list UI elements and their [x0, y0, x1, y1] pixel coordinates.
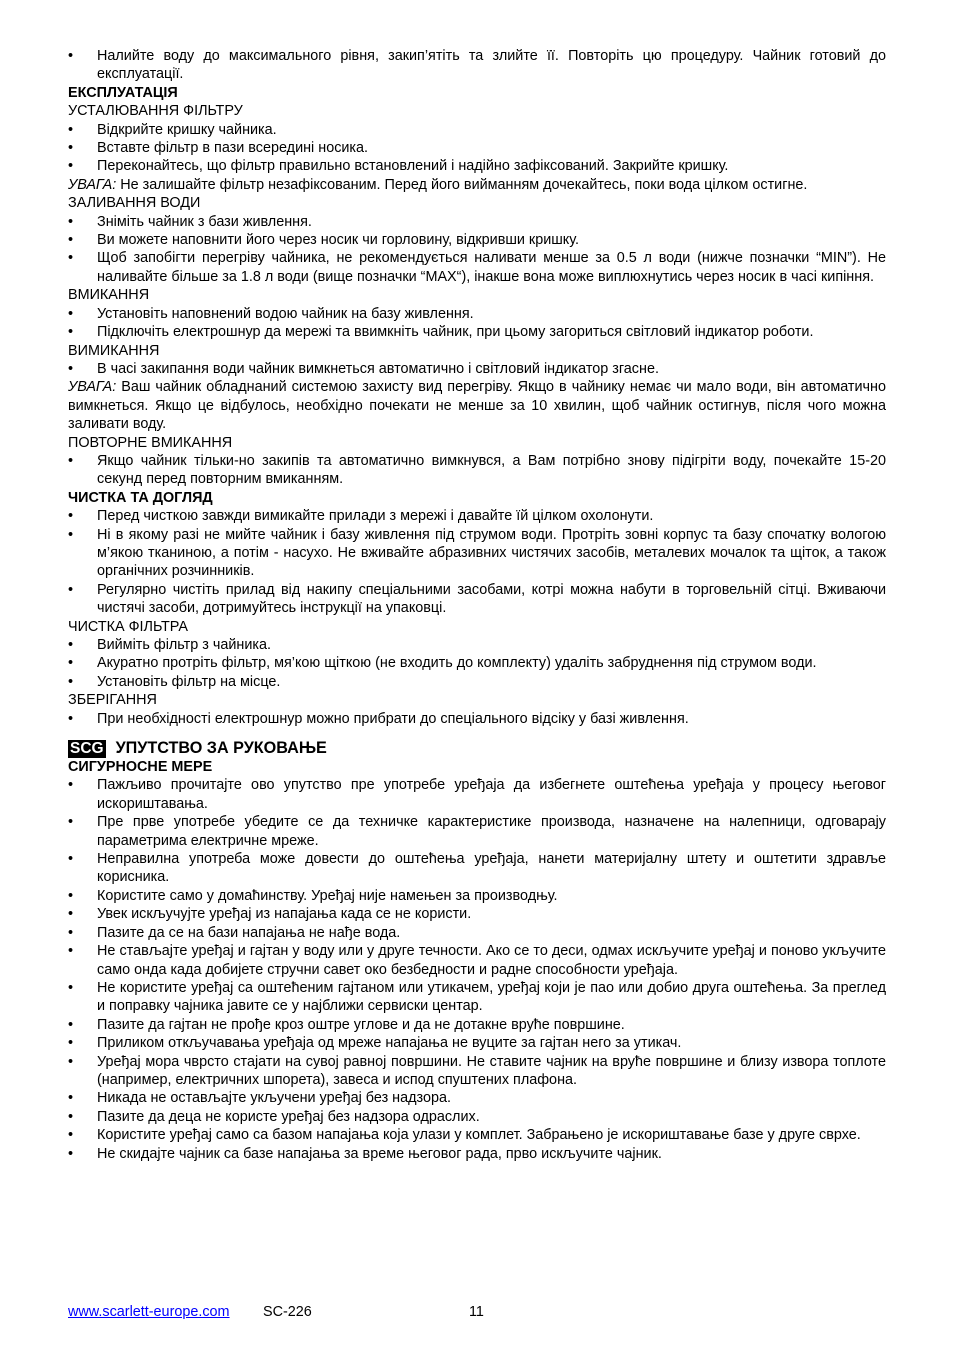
- section-title: УПУТСТВО ЗА РУКОВАЊЕ: [115, 739, 327, 758]
- storage-list: [68, 710, 886, 728]
- list-item: • Установіть наповнений водою чайник на базу живлення.: [68, 305, 886, 323]
- repeat-on-list: [68, 452, 886, 489]
- list-item: • Не скидајте чајник са базе напајања за време његовог рада, прво искључите чајник.: [68, 1145, 886, 1163]
- list-item: • Регулярно чистіть прилад від накипу спеціальними засобами, котрі можна набути в торговельній сітці. Вживаючи чистячі засоби, дотримуйтесь інструкції на упаковці.: [68, 581, 886, 618]
- model-number: SC-226: [263, 1304, 312, 1320]
- subheading-filter-clean: ЧИСТКА ФІЛЬТРА: [68, 618, 189, 635]
- section-heading-safety: СИГУРНОСНЕ МЕРЕ: [68, 759, 213, 776]
- section-heading-cleaning: ЧИСТКА ТА ДОГЛЯД: [68, 489, 213, 506]
- manual-page: [68, 47, 886, 1163]
- list-item: • Пазите да гајтан не прође кроз оштре углове и да не дотакне вруће површине.: [68, 1016, 886, 1034]
- language-section-title: [68, 738, 886, 758]
- subheading-switch-off: ВИМИКАННЯ: [68, 342, 160, 359]
- page-footer: [68, 1303, 886, 1321]
- list-item: • Увек искључујте уређај из напајања када се не користи.: [68, 905, 886, 923]
- list-item: • Щоб запобігти перегріву чайника, не рекомендується наливати менше за 0.5 л води (нижче позначки “MIN”). Не наливайте більше за 1.8 л води (вище позначки “MAX“), інакше вона може виплюхнутись через носик в часі кипіння.: [68, 249, 886, 286]
- page-number: 11: [469, 1304, 484, 1320]
- list-item: • Відкрийте кришку чайника.: [68, 121, 886, 139]
- filter-clean-list: [68, 636, 886, 691]
- subheading-switch-on: ВМИКАННЯ: [68, 287, 150, 304]
- language-badge: SCG: [70, 740, 104, 758]
- filter-install-note: [68, 176, 886, 194]
- list-item: • Ні в якому разі не мийте чайник і базу живлення під струмом води. Протріть зовні корпус та базу спочатку вологою м’якою тканиною, а потім - насухо. Не вживайте абразивних чистячих засобів, металевих мочалок та щіток, а також органічних розчинників.: [68, 526, 886, 581]
- list-item: • Користите уређај само са базом напајања која улази у комплет. Забрањено је искориштавање базе у друге сврхе.: [68, 1126, 886, 1144]
- note-text: Ваш чайник обладнаний системою захисту вид перегріву. Якщо в чайнику немає чи мало води, він автоматично вимкнеться. Якщо це вiдбулось, необхідно почекати не менше за 10 хвилин, щоб чайник остигнув, після чого можна заливати воду.: [68, 379, 886, 433]
- list-item: • Акуратно протріть фільтр, мя’кою щіткою (не входить до комплекту) удаліть забруднення під струмом води.: [68, 654, 886, 672]
- list-item: • Якщо чайник тільки-но закипів та автоматично вимкнувся, а Вам потрібно знову підігріти воду, почекайте 15-20 секунд перед повторним вмиканням.: [68, 452, 886, 489]
- list-item: • Вставте фільтр в пази всередині носика.: [68, 139, 886, 157]
- list-item: • Неправилна употреба може довести до оштећења уређаја, нанети материјалну штету и оштетити здравље корисника.: [68, 850, 886, 887]
- subheading-repeat-on: ПОВТОРНЕ ВМИКАННЯ: [68, 434, 233, 451]
- list-item: • Ви можете наповнити його через носик чи горловину, відкривши кришку.: [68, 231, 886, 249]
- list-item: • Пре прве употребе убедите се да техничке карактеристике производа, назначене на налепници, одговарају параметрима електричне мреже.: [68, 813, 886, 850]
- list-item: • Пажљиво прочитајте ово упутство пре употребе уређаја да избегнете оштећења уређаја у процесу његовог искориштавања.: [68, 776, 886, 813]
- switch-off-list: [68, 360, 886, 378]
- switch-off-note: [68, 378, 886, 433]
- subheading-storage: ЗБЕРІГАННЯ: [68, 692, 157, 709]
- section-heading-operation: ЕКСПЛУАТАЦІЯ: [68, 84, 178, 101]
- safety-list: [68, 776, 886, 1163]
- list-item: • При необхідності електрошнур можно прибрати до спеціального відсіку у базі живлення.: [68, 710, 886, 728]
- note-text: Не залишайте фільтр незафіксованим. Перед його вийманням дочекайтесь, поки вода цілком остигне.: [116, 176, 808, 193]
- list-item: • Вийміть фільтр з чайника.: [68, 636, 886, 654]
- filter-install-list: [68, 121, 886, 176]
- list-item: • Зніміть чайник з бази живлення.: [68, 213, 886, 231]
- switch-on-list: [68, 305, 886, 342]
- cleaning-list: [68, 507, 886, 617]
- list-item: • Користите само у домаћинству. Уређај није намењен за производњу.: [68, 887, 886, 905]
- website-link[interactable]: www.scarlett-europe.com: [68, 1304, 230, 1320]
- subheading-filling: ЗАЛИВАННЯ ВОДИ: [68, 195, 201, 212]
- list-item: • Не стављајте уређај и гајтан у воду или у друге течности. Ако се то деси, одмах искључите уређај и поново укључите само онда када добијете стручни савет око безбедности и радне способности уређаја.: [68, 942, 886, 979]
- list-item: • Уређај мора чврсто стајати на сувој равној површини. Не ставите чајник на вруће површине и близу извора топлоте (например, електричних шпорета), завеса и испод спуштених плафона.: [68, 1053, 886, 1090]
- list-item: • Установіть фільтр на місце.: [68, 673, 886, 691]
- list-item: • В часі закипання води чайник вимкнеться автоматично і світловий індикатор згасне.: [68, 360, 886, 378]
- list-item: • Не користите уређај са оштећеним гајтаном или утикачем, уређај који је пао или добио друга оштећења. За преглед и поправку чајника јавите се у најближи сервиски центар.: [68, 979, 886, 1016]
- list-item: • Пазите да деца не користе уређај без надзора одраслих.: [68, 1108, 886, 1126]
- list-item: • Налийте воду до максимального рівня, закип’ятіть та злийте її. Повторіть цю процедуру. Чайник готовий до експлуатації.: [68, 47, 886, 84]
- list-item: • Підключіть електрошнур да мережі та ввимкніть чайник, при цьому загориться світловий індикатор роботи.: [68, 323, 886, 341]
- list-item: • Никада не остављајте укључени уређај без надзора.: [68, 1089, 886, 1107]
- list-item: • Переконайтесь, що фільтр правильно встановлений і надійно зафіксований. Закрийте кришку.: [68, 157, 886, 175]
- note-label: УВАГА:: [68, 176, 117, 193]
- list-item: • Приликом откључавања уређаја од мреже напајања не вуците за гајтан него за утикач.: [68, 1034, 886, 1052]
- subheading-filter-install: УСТАЛЮВАННЯ ФІЛЬТРУ: [68, 103, 243, 120]
- filling-list: [68, 213, 886, 287]
- note-label: УВАГА:: [68, 379, 117, 396]
- intro-list: [68, 47, 886, 84]
- list-item: • Пазите да се на бази напајања не нађе вода.: [68, 924, 886, 942]
- list-item: • Перед чисткою завжди вимикайте прилади з мережі і давайте їй цілком охолонути.: [68, 507, 886, 525]
